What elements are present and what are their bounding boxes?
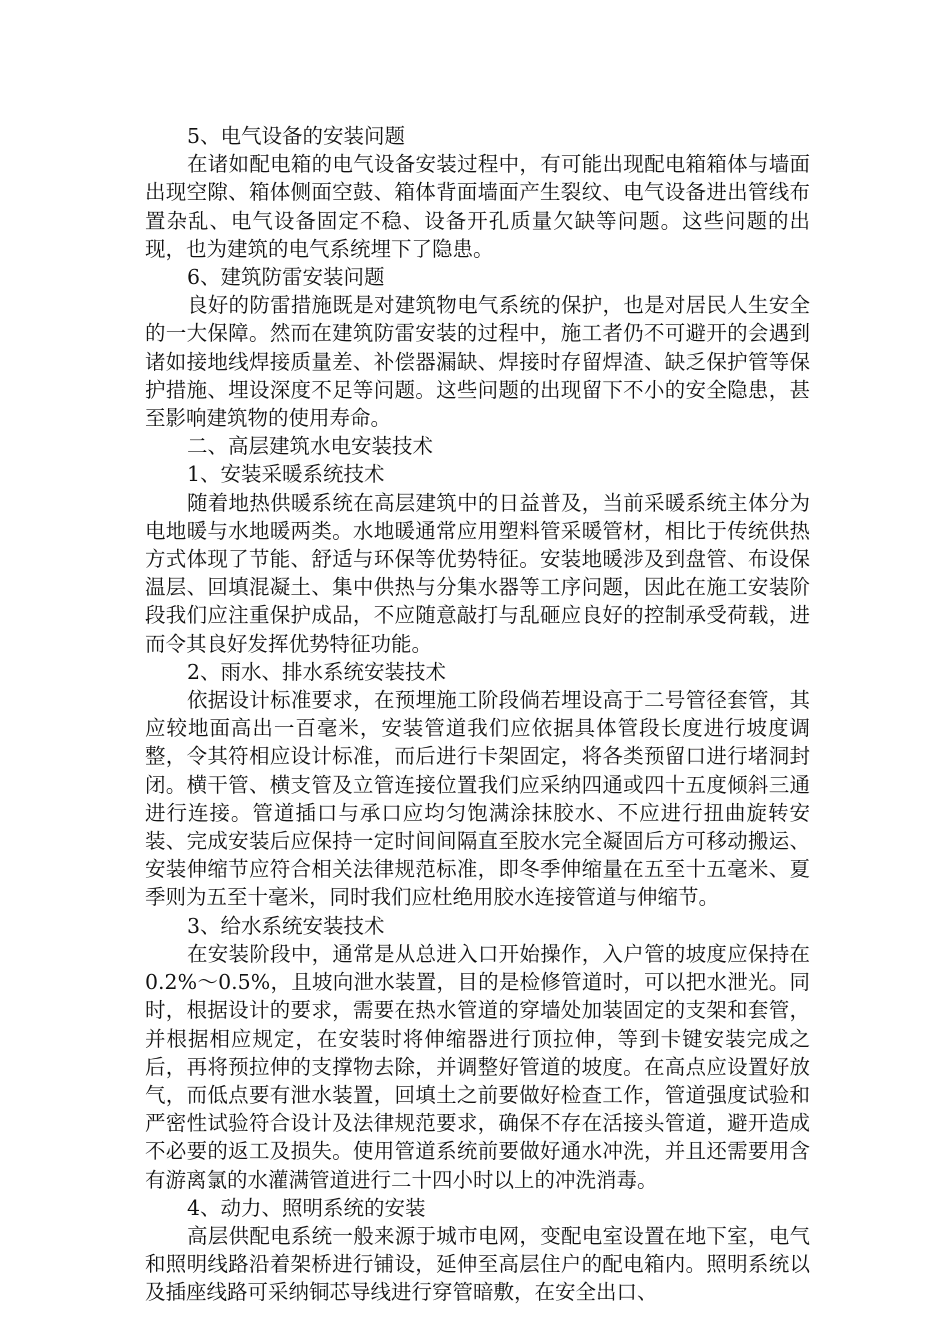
section-heading-lightning-protection: 6、建筑防雷安装问题 xyxy=(187,265,385,290)
document-page xyxy=(145,122,810,1307)
paragraph-lightning-protection: 良好的防雷措施既是对建筑物电气系统的保护，也是对居民人生安全的一大保障。然而在建筑防雷安装的过程中，施工者仍不可避开的会遇到诸如接地线焊接质量差、补偿器漏缺、焊接时存留焊渣、缺乏保护管等保护措施、埋设深度不足等问题。这些问题的出现留下不小的安全隐患，甚至影响建筑物的使用寿命。 xyxy=(145,293,810,431)
section-heading-power-lighting: 4、动力、照明系统的安装 xyxy=(187,1195,426,1220)
section-heading-drainage-system: 2、雨水、排水系统安装技术 xyxy=(187,659,447,684)
paragraph-water-supply: 在安装阶段中，通常是从总进入口开始操作，入户管的坡度应保持在0.2%～0.5%，且坡向泄水装置，目的是检修管道时，可以把水泄光。同时，根据设计的要求，需要在热水管道的穿墙处加装固定的支架和套管，并根据相应规定，在安装时将伸缩器进行顶拉伸，等到卡键安装完成之后，再将预拉伸的支撑物去除，并调整好管道的坡度。在高点应设置好放气，而低点要有泄水装置，回填土之前要做好检查工作，管道强度试验和严密性试验符合设计及法律规范要求，确保不存在活接头管道，避开造成不必要的返工及损失。使用管道系统前要做好通水冲洗，并且还需要用含有游离氯的水灌满管道进行二十四小时以上的冲洗消毒。 xyxy=(145,941,810,1192)
section-heading-electrical-equipment: 5、电气设备的安装问题 xyxy=(187,124,406,148)
section-heading-water-supply: 3、给水系统安装技术 xyxy=(187,913,385,938)
paragraph-power-lighting: 高层供配电系统一般来源于城市电网，变配电室设置在地下室，电气和照明线路沿着架桥进行铺设，延伸至高层住户的配电箱内。照明系统以及插座线路可采纳铜芯导线进行穿管暗敷，在安全出口、 xyxy=(145,1223,810,1305)
paragraph-heating-system: 随着地热供暖系统在高层建筑中的日益普及，当前采暖系统主体分为电地暖与水地暖两类。水地暖通常应用塑料管采暖管材，相比于传统供热方式体现了节能、舒适与环保等优势特征。安装地暖涉及到盘管、布设保温层、回填混凝土、集中供热与分集水器等工序问题，因此在施工安装阶段我们应注重保护成品，不应随意敲打与乱砸应良好的控制承受荷载，进而令其良好发挥优势特征功能。 xyxy=(145,490,810,656)
paragraph-electrical-equipment: 在诸如配电箱的电气设备安装过程中，有可能出现配电箱箱体与墙面出现空隙、箱体侧面空鼓、箱体背面墙面产生裂纹、电气设备进出管线布置杂乱、电气设备固定不稳、设备开孔质量欠缺等问题。这些问题的出现，也为建筑的电气系统埋下了隐患。 xyxy=(145,152,810,261)
paragraph-drainage-system: 依据设计标准要求，在预埋施工阶段倘若埋设高于二号管径套管，其应较地面高出一百毫米，安装管道我们应依据具体管段长度进行坡度调整，令其符相应设计标准，而后进行卡架固定，将各类预留口进行堵洞封闭。横干管、横支管及立管连接位置我们应采纳四通或四十五度倾斜三通进行连接。管道插口与承口应均匀饱满涂抹胶水、不应进行扭曲旋转安装、完成安装后应保持一定时间间隔直至胶水完全凝固后方可移动搬运、安装伸缩节应符合相关法律规范标准，即冬季伸缩量在五至十五毫米、夏季则为五至十毫米，同时我们应杜绝用胶水连接管道与伸缩节。 xyxy=(145,688,810,910)
section-heading-heating-system: 1、安装采暖系统技术 xyxy=(187,462,385,487)
chapter-heading-installation-technology: 二、高层建筑水电安装技术 xyxy=(187,434,433,459)
